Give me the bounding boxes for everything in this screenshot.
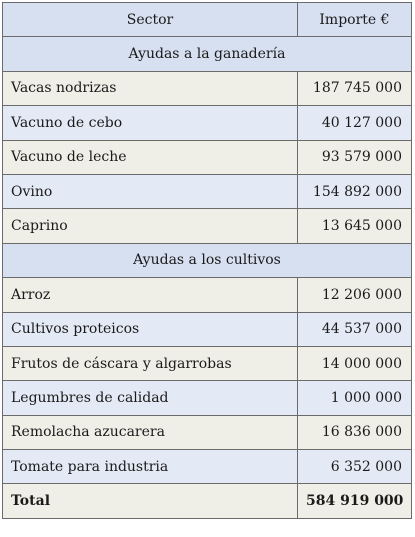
section-row-cultivos — [3, 243, 412, 277]
header-row — [3, 3, 412, 37]
total-label: Total — [3, 484, 298, 518]
sector-cell: Arroz — [3, 278, 298, 312]
table-row — [3, 174, 412, 208]
importe-cell: 14 000 000 — [298, 346, 412, 380]
sector-cell: Vacuno de cebo — [3, 106, 298, 140]
importe-cell: 1 000 000 — [298, 381, 412, 415]
total-row — [3, 484, 412, 518]
importe-header: Importe € — [298, 3, 412, 37]
table-row — [3, 346, 412, 380]
sector-header: Sector — [3, 3, 298, 37]
importe-cell: 12 206 000 — [298, 278, 412, 312]
table-row — [3, 278, 412, 312]
sector-cell: Caprino — [3, 209, 298, 243]
sector-cell: Cultivos proteicos — [3, 312, 298, 346]
importe-cell: 187 745 000 — [298, 71, 412, 105]
sector-cell: Vacuno de leche — [3, 140, 298, 174]
importe-cell: 154 892 000 — [298, 174, 412, 208]
importe-cell: 40 127 000 — [298, 106, 412, 140]
sector-cell: Tomate para industria — [3, 450, 298, 484]
table-row — [3, 71, 412, 105]
sector-cell: Legumbres de calidad — [3, 381, 298, 415]
importe-cell: 44 537 000 — [298, 312, 412, 346]
table-row — [3, 312, 412, 346]
aid-table — [2, 2, 412, 519]
section-title-cultivos: Ayudas a los cultivos — [3, 243, 412, 277]
sector-cell: Vacas nodrizas — [3, 71, 298, 105]
table-row — [3, 381, 412, 415]
importe-cell: 93 579 000 — [298, 140, 412, 174]
importe-cell: 16 836 000 — [298, 415, 412, 449]
table-row — [3, 106, 412, 140]
table-row — [3, 415, 412, 449]
sector-cell: Frutos de cáscara y algarrobas — [3, 346, 298, 380]
total-value: 584 919 000 — [298, 484, 412, 518]
sector-cell: Ovino — [3, 174, 298, 208]
section-title-ganaderia: Ayudas a la ganadería — [3, 37, 412, 71]
table-row — [3, 450, 412, 484]
importe-cell: 6 352 000 — [298, 450, 412, 484]
importe-cell: 13 645 000 — [298, 209, 412, 243]
table-row — [3, 140, 412, 174]
table-row — [3, 209, 412, 243]
section-row-ganaderia — [3, 37, 412, 71]
sector-cell: Remolacha azucarera — [3, 415, 298, 449]
